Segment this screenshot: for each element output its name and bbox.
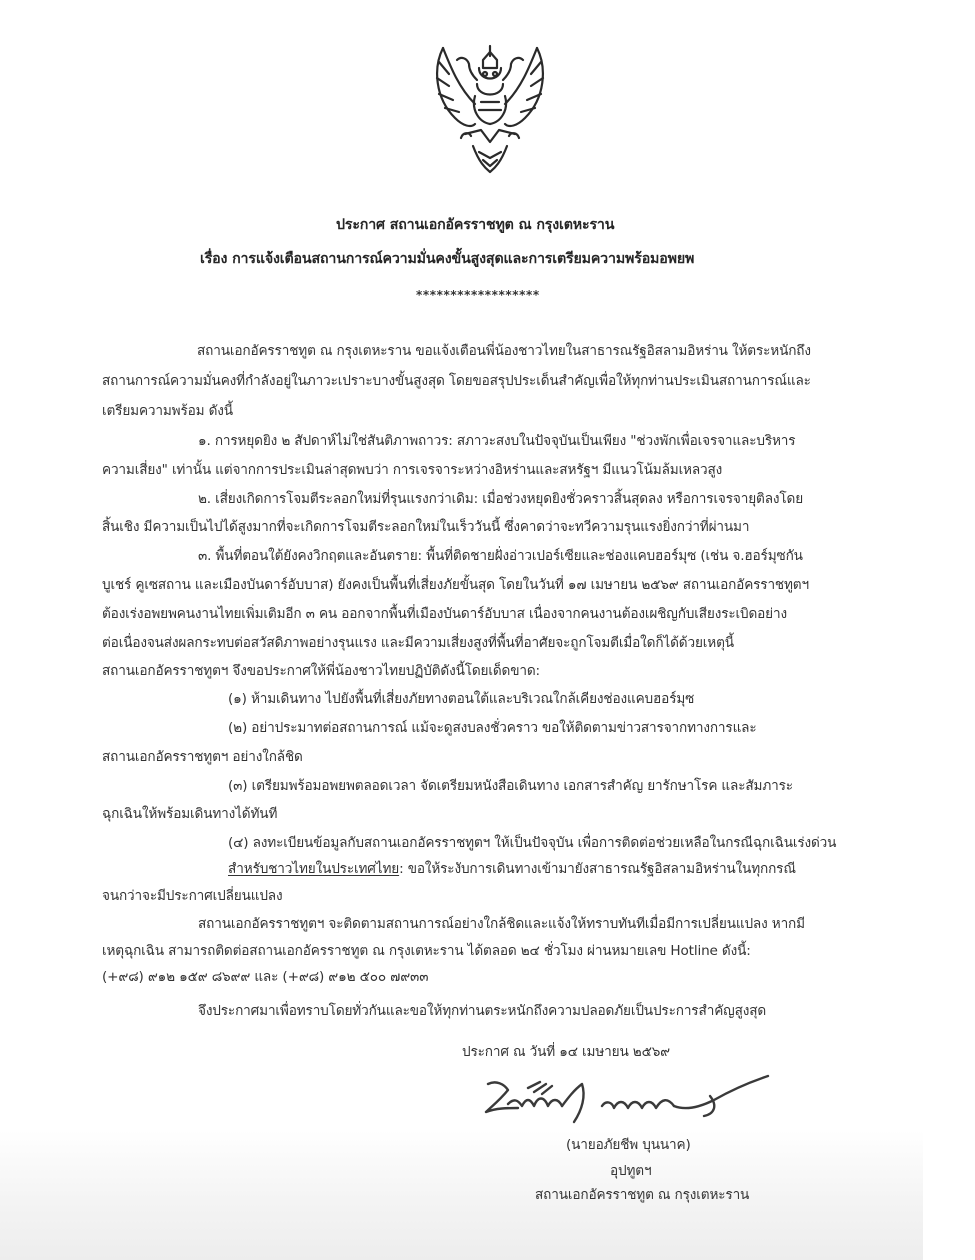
signatory-organization: สถานเอกอัครราชทูต ณ กรุงเตหะราน xyxy=(535,1187,750,1203)
hotline-paragraph-line-2: เหตุฉุกเฉิน สามารถติดต่อสถานเอกอัครราชทูต ณ กรุงเตหะราน ได้ตลอด ๒๔ ชั่วโมง ผ่านหมายเลข Hotline ดังนี้: xyxy=(102,943,751,959)
signatory-position: อุปทูตฯ xyxy=(610,1163,652,1179)
point-1-line-2: ความเสี่ยง" เท่านั้น แต่จากการประเมินล่าสุดพบว่า การเจรจาระหว่างอิหร่านและสหรัฐฯ มีแนวโน้มล้มเหลวสูง xyxy=(102,462,723,478)
instruction-2-line-1: (๒) อย่าประมาทต่อสถานการณ์ แม้จะดูสงบลงชั่วคราว ขอให้ติดตามข่าวสารจากทางการและ xyxy=(228,720,757,736)
signature-icon xyxy=(478,1068,778,1128)
intro-line-3: เตรียมความพร้อม ดังนี้ xyxy=(102,403,233,419)
hotline-paragraph-line-1: สถานเอกอัครราชทูตฯ จะติดตามสถานการณ์อย่างใกล้ชิดและแจ้งให้ทราบทันทีเมื่อมีการเปลี่ยนแปลง หากมี xyxy=(198,916,805,932)
thailand-notice-label: สำหรับชาวไทยในประเทศไทย xyxy=(228,861,400,877)
point-3-line-1: ๓. พื้นที่ตอนใต้ยังคงวิกฤตและอันตราย: พื้นที่ติดชายฝั่งอ่าวเปอร์เซียและช่องแคบฮอร์มุซ (เช่น จ.ฮอร์มุซกัน xyxy=(198,548,803,564)
point-2-line-1: ๒. เสี่ยงเกิดการโจมตีระลอกใหม่ที่รุนแรงกว่าเดิม: เมื่อช่วงหยุดยิงชั่วคราวสิ้นสุดลง หรือการเจรจายุติลงโดย xyxy=(198,491,804,507)
garuda-emblem-icon xyxy=(425,38,555,188)
thailand-notice-line-1 xyxy=(228,860,796,878)
instruction-4: (๔) ลงทะเบียนข้อมูลกับสถานเอกอัครราชทูตฯ ให้เป็นปัจจุบัน เพื่อการติดต่อช่วยเหลือในกรณีฉุกเฉินเร่งด่วน xyxy=(228,835,837,851)
point-1-line-1: ๑. การหยุดยิง ๒ สัปดาห์ไม่ใช่สันติภาพถาวร: สภาวะสงบในปัจจุบันเป็นเพียง "ช่วงพักเพื่อเจรจาและบริหาร xyxy=(198,433,796,449)
intro-line-2: สถานการณ์ความมั่นคงที่กำลังอยู่ในภาวะเปราะบางขั้นสูงสุด โดยขอสรุปประเด็นสำคัญเพื่อให้ทุกท่านประเมินสถานการณ์และ xyxy=(102,373,811,389)
point-3-line-3: ต้องเร่งอพยพคนงานไทยเพิ่มเติมอีก ๓ คน ออกจากพื้นที่เมืองบันดาร์อับบาส เนื่องจากคนงานต้องเผชิญกับเสียงระเบิดอย่าง xyxy=(102,606,787,622)
instruction-1: (๑) ห้ามเดินทาง ไปยังพื้นที่เสี่ยงภัยทางตอนใต้และบริเวณใกล้เคียงช่องแคบฮอร์มุซ xyxy=(228,691,695,707)
hotline-numbers: (+๙๘) ๙๑๒ ๑๕๙ ๘๖๙๙ และ (+๙๘) ๙๑๒ ๕๐๐ ๗๙๓๓ xyxy=(102,969,429,985)
thailand-notice-line-2: จนกว่าจะมีประกาศเปลี่ยนแปลง xyxy=(102,888,283,904)
thailand-notice-text: : ขอให้ระงับการเดินทางเข้ามายังสาธารณรัฐอิสลามอิหร่านในทุกกรณี xyxy=(399,861,796,877)
instruction-2-line-2: สถานเอกอัครราชทูตฯ อย่างใกล้ชิด xyxy=(102,749,303,765)
point-3-line-2: บูเชร์ คูเซสถาน และเมืองบันดาร์อับบาส) ยังคงเป็นพื้นที่เสี่ยงภัยขั้นสุด โดยในวันที่ ๑๗ เมษายน ๒๕๖๙ สถานเอกอัครราชทูตฯ xyxy=(102,577,809,593)
closing-statement: จึงประกาศมาเพื่อทราบโดยทั่วกันและขอให้ทุกท่านตระหนักถึงความปลอดภัยเป็นประการสำคัญสูงสุด xyxy=(198,1003,767,1019)
signatory-name: (นายอภัยชีพ บุนนาค) xyxy=(566,1137,691,1153)
point-3-line-4: ต่อเนื่องจนส่งผลกระทบต่อสวัสดิภาพอย่างรุนแรง และมีความเสี่ยงสูงที่พื้นที่อาศัยจะถูกโจมตีเมื่อใดก็ได้ด้วยเหตุนี้ xyxy=(102,635,734,651)
announcement-date: ประกาศ ณ วันที่ ๑๔ เมษายน ๒๕๖๙ xyxy=(462,1044,670,1060)
instruction-3-line-1: (๓) เตรียมพร้อมอพยพตลอดเวลา จัดเตรียมหนังสือเดินทาง เอกสารสำคัญ ยารักษาโรค และสัมภาระ xyxy=(228,778,793,794)
intro-line-1: สถานเอกอัครราชทูต ณ กรุงเตหะราน ขอแจ้งเตือนพี่น้องชาวไทยในสาธารณรัฐอิสลามอิหร่าน ให้ตระหนักถึง xyxy=(197,343,811,359)
instruction-3-line-2: ฉุกเฉินให้พร้อมเดินทางได้ทันที xyxy=(102,806,278,822)
separator-stars: ****************** xyxy=(416,288,540,302)
announcement-subject: เรื่อง การแจ้งเตือนสถานการณ์ความมั่นคงขั้นสูงสุดและการเตรียมความพร้อมอพยพ xyxy=(200,251,695,267)
point-3-line-5: สถานเอกอัครราชทูตฯ จึงขอประกาศให้พี่น้องชาวไทยปฏิบัติดังนี้โดยเด็ดขาด: xyxy=(102,663,540,679)
announcement-title: ประกาศ สถานเอกอัครราชทูต ณ กรุงเตหะราน xyxy=(336,217,615,233)
point-2-line-2: สิ้นเชิง มีความเป็นไปได้สูงมากที่จะเกิดการโจมตีระลอกใหม่ในเร็ววันนี้ ซึ่งคาดว่าจะทวีความรุนแรงยิ่งกว่าที่ผ่านมา xyxy=(102,519,750,535)
right-margin xyxy=(923,0,975,1260)
